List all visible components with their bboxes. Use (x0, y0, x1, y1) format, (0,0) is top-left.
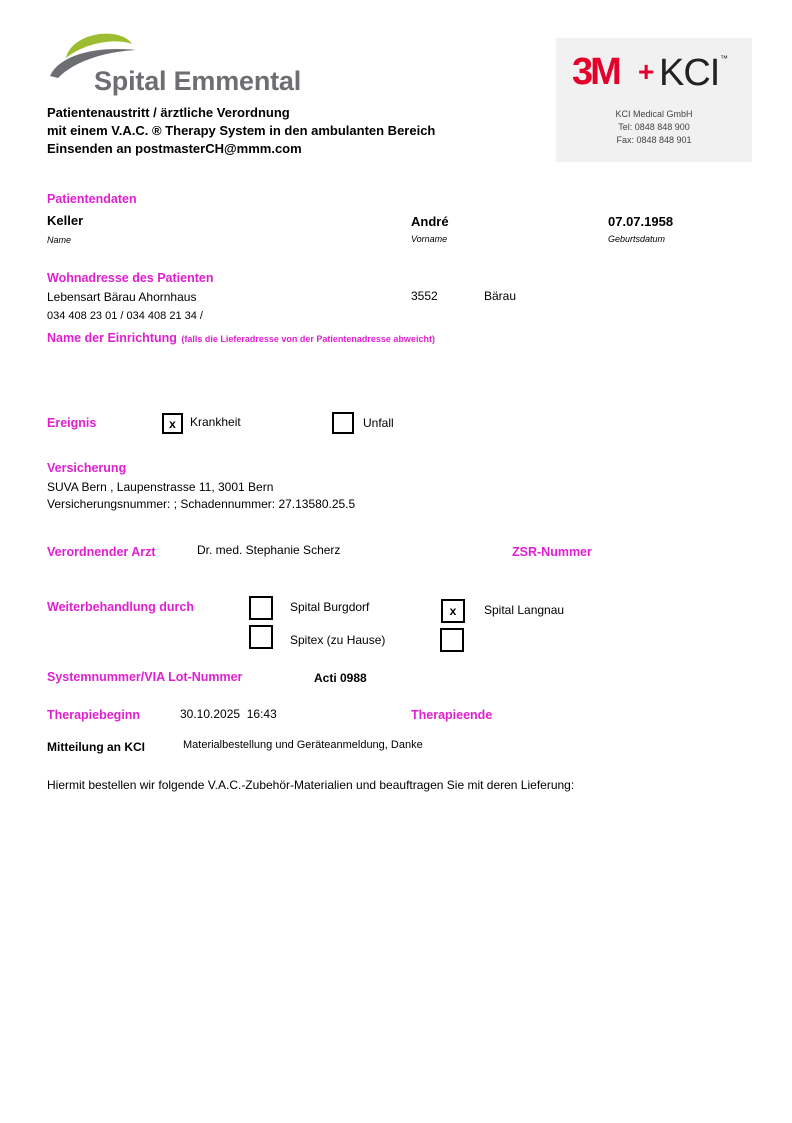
caption-name: Name (47, 235, 72, 245)
brand-3m: 3M (572, 51, 619, 93)
patient-birth-date: 07.07.1958 (608, 214, 674, 229)
option-unfall: Unfall (363, 416, 394, 430)
form-title-line-1: Patientenaustritt / ärztliche Verordnung (47, 105, 290, 120)
address-section-label: Wohnadresse des Patienten (47, 271, 214, 285)
system-label: Systemnummer/VIA Lot-Nummer (47, 670, 243, 684)
zsr-label: ZSR-Nummer (512, 545, 592, 559)
address-street: Lebensart Bärau Ahornhaus (47, 290, 197, 304)
patient-first-name: André (411, 214, 449, 229)
checkbox-spital-burgdorf[interactable] (249, 596, 273, 620)
checkbox-spitex[interactable] (249, 625, 273, 649)
doctor-label: Verordnender Arzt (47, 545, 156, 559)
option-spital-langnau: Spital Langnau (484, 603, 565, 617)
caption-first-name: Vorname (411, 234, 448, 244)
partner-fax: Fax: 0848 848 901 (616, 135, 692, 145)
system-value: Acti 0988 (314, 671, 367, 685)
patient-section-label: Patientendaten (47, 192, 137, 206)
address-zip: 3552 (411, 289, 438, 303)
option-spital-burgdorf: Spital Burgdorf (290, 600, 370, 614)
caption-birth-date: Geburtsdatum (608, 234, 666, 244)
checkbox-other[interactable] (440, 628, 464, 652)
therapy-start-value: 30.10.2025 16:43 (180, 707, 277, 721)
partner-company: KCI Medical GmbH (615, 109, 693, 119)
address-city: Bärau (484, 289, 517, 303)
insurance-label: Versicherung (47, 461, 127, 475)
option-spitex: Spitex (zu Hause) (290, 633, 386, 647)
brand-kci: KCI (659, 52, 720, 94)
address-phones: 034 408 23 01 / 034 408 21 34 / (47, 310, 203, 322)
logo-text: Spital Emmental (94, 66, 302, 96)
plus-icon: + (638, 56, 655, 87)
order-text: Hiermit bestellen wir folgende V.A.C.-Zubehör-Materialien und beauftragen Sie mit deren Lieferung: (47, 778, 575, 792)
option-krankheit: Krankheit (190, 415, 241, 429)
followup-label: Weiterbehandlung durch (47, 600, 194, 614)
checkbox-krankheit[interactable]: x (162, 413, 183, 434)
facility-label: Name der Einrichtung (47, 331, 177, 345)
patient-last-name: Keller (47, 213, 84, 228)
event-label: Ereignis (47, 416, 97, 430)
checkbox-spital-langnau[interactable]: x (441, 599, 465, 623)
therapy-start-label: Therapiebeginn (47, 708, 141, 722)
message-label: Mitteilung an KCI (47, 740, 145, 754)
partner-tel: Tel: 0848 848 900 (618, 122, 690, 132)
checkbox-unfall[interactable] (332, 412, 354, 434)
facility-row (47, 329, 435, 347)
facility-note: (falls die Lieferadresse von der Patientenadresse abweicht) (181, 334, 435, 344)
doctor-name: Dr. med. Stephanie Scherz (197, 543, 341, 557)
form-title-line-3: Einsenden an postmasterCH@mmm.com (47, 141, 302, 156)
insurance-line-1: SUVA Bern , Laupenstrasse 11, 3001 Bern (47, 480, 274, 494)
message-value: Materialbestellung und Geräteanmeldung, Danke (183, 739, 423, 751)
form-title-line-2: mit einem V.A.C. ® Therapy System in den ambulanten Bereich (47, 123, 436, 138)
partner-logo-block (556, 38, 752, 162)
insurance-line-2: Versicherungsnummer: ; Schadennummer: 27.13580.25.5 (47, 497, 356, 511)
trademark-mark: ™ (720, 54, 728, 63)
therapy-end-label: Therapieende (411, 708, 493, 722)
